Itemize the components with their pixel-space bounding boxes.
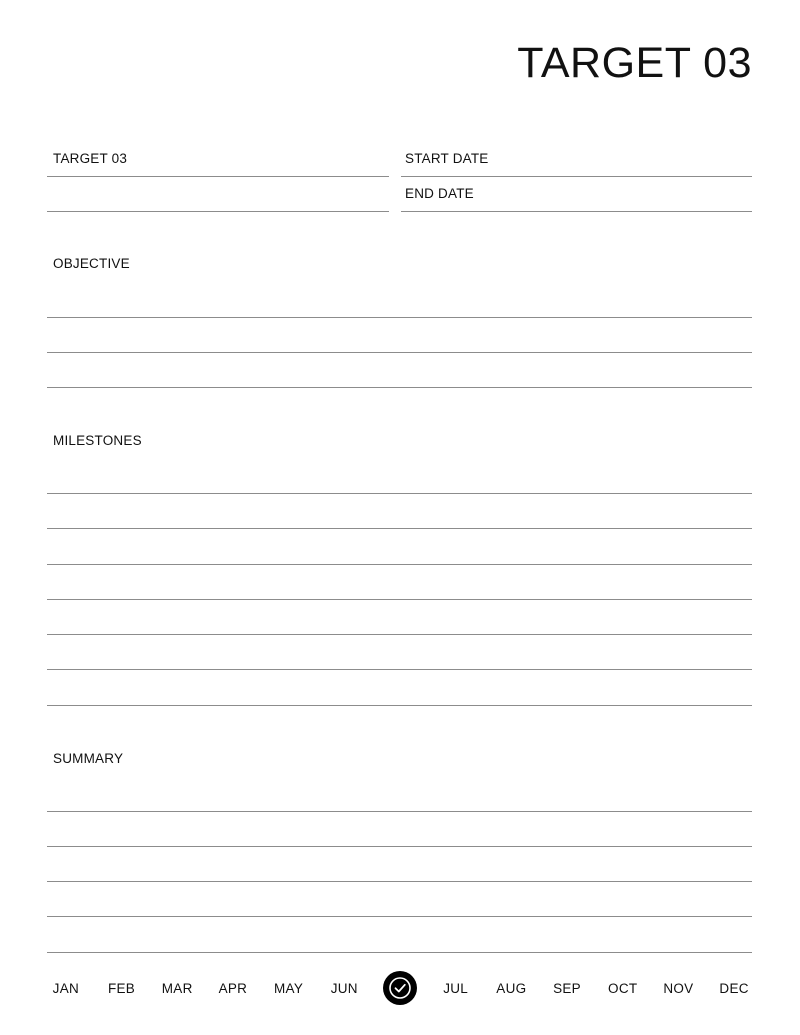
month-sep[interactable]: SEP: [553, 980, 581, 996]
target-field-line-2[interactable]: [47, 211, 389, 212]
objective-line[interactable]: [47, 352, 752, 353]
month-dec[interactable]: DEC: [719, 980, 749, 996]
summary-label: SUMMARY: [53, 751, 124, 766]
summary-line[interactable]: [47, 811, 752, 812]
month-oct[interactable]: OCT: [608, 980, 638, 996]
check-circle-icon[interactable]: [372, 968, 428, 1008]
objective-label: OBJECTIVE: [53, 256, 130, 271]
month-feb[interactable]: FEB: [107, 980, 136, 996]
milestones-line[interactable]: [47, 669, 752, 670]
summary-line[interactable]: [47, 846, 752, 847]
milestones-line[interactable]: [47, 634, 752, 635]
milestones-line[interactable]: [47, 705, 752, 706]
start-date-line[interactable]: [401, 176, 752, 177]
target-field-line[interactable]: [47, 176, 389, 177]
milestones-line[interactable]: [47, 564, 752, 565]
summary-line[interactable]: [47, 916, 752, 917]
objective-line[interactable]: [47, 387, 752, 388]
summary-line[interactable]: [47, 881, 752, 882]
end-date-line[interactable]: [401, 211, 752, 212]
month-strip: [38, 968, 762, 1008]
month-jun[interactable]: JUN: [330, 980, 358, 996]
month-nov[interactable]: NOV: [663, 980, 694, 996]
page-title: TARGET 03: [517, 39, 752, 87]
milestones-line[interactable]: [47, 493, 752, 494]
objective-line[interactable]: [47, 317, 752, 318]
summary-line[interactable]: [47, 952, 752, 953]
target-field-label: TARGET 03: [53, 151, 128, 166]
start-date-label: START DATE: [405, 151, 489, 166]
month-jul[interactable]: JUL: [443, 980, 469, 996]
milestones-line[interactable]: [47, 599, 752, 600]
month-may[interactable]: MAY: [274, 980, 304, 996]
milestones-line[interactable]: [47, 528, 752, 529]
milestones-label: MILESTONES: [53, 433, 142, 448]
month-apr[interactable]: APR: [218, 980, 248, 996]
month-aug[interactable]: AUG: [496, 980, 527, 996]
month-mar[interactable]: MAR: [161, 980, 193, 996]
end-date-label: END DATE: [405, 186, 474, 201]
month-jan[interactable]: JAN: [52, 980, 80, 996]
